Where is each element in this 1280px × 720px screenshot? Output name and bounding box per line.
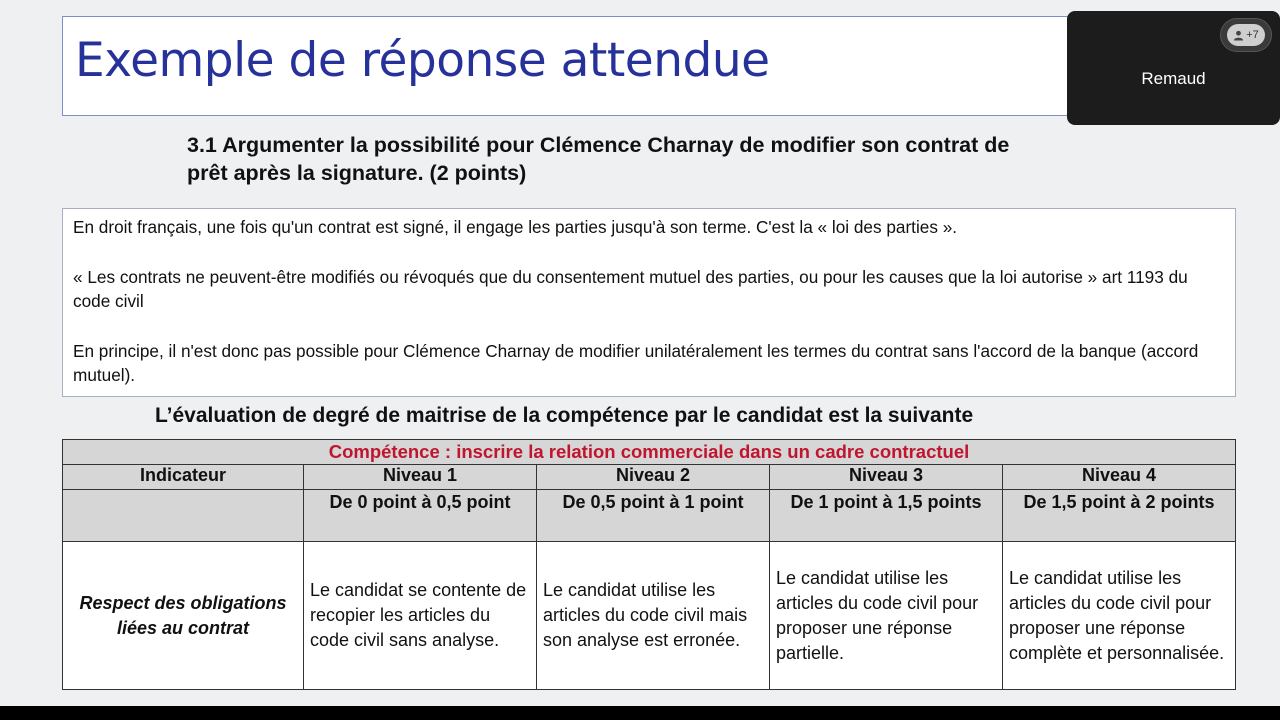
header-niveau-3: Niveau 3	[770, 465, 1003, 490]
points-niveau-4: De 1,5 point à 2 points	[1003, 490, 1236, 542]
competence-row	[63, 440, 1236, 465]
competence-label: Compétence : inscrire la relation commerciale dans un cadre contractuel	[63, 440, 1236, 465]
evaluation-table	[62, 439, 1236, 690]
participant-video-tile[interactable]	[1067, 11, 1280, 125]
participant-name: Remaud	[1141, 69, 1206, 88]
person-icon	[1233, 30, 1244, 41]
question-text	[187, 131, 1147, 187]
participants-button[interactable]	[1220, 18, 1272, 52]
header-indicateur: Indicateur	[63, 465, 304, 490]
indicator-cell: Respect des obligations liées au contrat	[63, 542, 304, 690]
table-row	[63, 542, 1236, 690]
level-4-cell: Le candidat utilise les articles du code civil pour proposer une réponse complète et personnalisée.	[1003, 542, 1236, 690]
question-line-2: prêt après la signature. (2 points)	[187, 161, 527, 185]
level-3-cell: Le candidat utilise les articles du code civil pour proposer une réponse partielle.	[770, 542, 1003, 690]
evaluation-heading: L’évaluation de degré de maitrise de la compétence par le candidat est la suivante	[155, 404, 974, 427]
answer-box	[62, 208, 1236, 397]
points-niveau-1: De 0 point à 0,5 point	[304, 490, 537, 542]
points-empty	[63, 490, 304, 542]
points-niveau-2: De 0,5 point à 1 point	[537, 490, 770, 542]
participants-count: +7	[1246, 29, 1259, 41]
points-niveau-3: De 1 point à 1,5 points	[770, 490, 1003, 542]
level-1-cell: Le candidat se contente de recopier les articles du code civil sans analyse.	[304, 542, 537, 690]
answer-paragraph: « Les contrats ne peuvent-être modifiés ou révoqués que du consentement mutuel des parties, ou pour les causes que la loi autorise » art 1193 du code civil	[73, 267, 1188, 311]
answer-paragraph: En droit français, une fois qu'un contrat est signé, il engage les parties jusqu'à son terme. C'est la « loi des parties ».	[73, 217, 958, 237]
answer-paragraph: En principe, il n'est donc pas possible pour Clémence Charnay de modifier unilatéralement les termes du contrat sans l'accord de la banque (accord mutuel).	[73, 341, 1199, 385]
header-niveau-1: Niveau 1	[304, 465, 537, 490]
level-2-cell: Le candidat utilise les articles du code civil mais son analyse est erronée.	[537, 542, 770, 690]
header-row	[63, 465, 1236, 490]
header-niveau-2: Niveau 2	[537, 465, 770, 490]
points-row	[63, 490, 1236, 542]
slide-title: Exemple de réponse attendue	[75, 33, 770, 88]
bottom-bar	[0, 706, 1280, 720]
header-niveau-4: Niveau 4	[1003, 465, 1236, 490]
slide-title-box	[62, 16, 1142, 116]
question-line-1: 3.1 Argumenter la possibilité pour Clémence Charnay de modifier son contrat de	[187, 133, 1010, 157]
